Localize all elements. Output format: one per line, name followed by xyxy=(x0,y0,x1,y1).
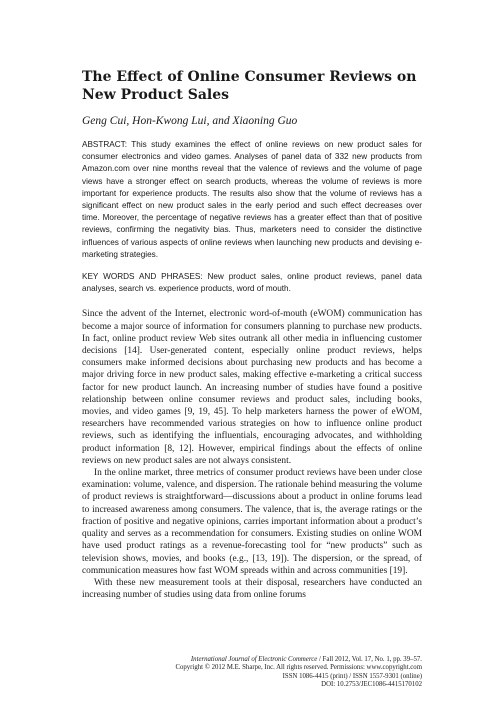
article-first-page xyxy=(82,68,422,601)
footer-copyright: Copyright © 2012 M.E. Sharpe, Inc. All rights reserved. Permissions: www.copyright.com xyxy=(175,664,422,672)
body-paragraph: In the online market, three metrics of consumer product reviews have been under close examination: volume, valence, and dispersion. The rationale behind measuring the volume of product reviews is straightforward—discussions about a product in online forums lead to increased awareness among consumers. The valence, that is, the average ratings or the fraction of positive and negative opinions, carries important information about a product’s quality and serves as a recommendation for consumers. Existing studies on online WOM have used product ratings as a revenue-forecasting tool for “new products” such as television shows, movies, and books (e.g., [13, 19]). The dispersion, or the spread, of communication measures how fast WOM spreads within and across communities [19]. xyxy=(82,468,422,576)
journal-name: International Journal of Electronic Commerce xyxy=(190,656,318,663)
footer-doi: DOI: 10.2753/JEC1086-4415170102 xyxy=(321,681,422,689)
journal-footer xyxy=(122,656,422,690)
body-paragraph: With these new measurement tools at their disposal, researchers have conducted an increasing number of studies using data from online forums xyxy=(82,577,422,601)
paper-authors: Geng Cui, Hon-Kwong Lui, and Xiaoning Guo xyxy=(82,115,298,127)
paper-keywords: KEY WORDS AND PHRASES: New product sales, online product reviews, panel data analyses, search vs. experience products, word of mouth. xyxy=(82,272,422,294)
footer-issn: ISSN 1086-4415 (print) / ISSN 1557-9301 (online) xyxy=(282,672,422,680)
journal-citation: / Fall 2012, Vol. 17, No. 1, pp. 39–57. xyxy=(317,656,422,663)
paper-body xyxy=(82,308,422,601)
paper-title: The Effect of Online Consumer Reviews on New Product Sales xyxy=(82,69,417,103)
paper-abstract: ABSTRACT: This study examines the effect of online reviews on new product sales for consumer electronics and video games. Analyses of panel data of 332 new products from Amazon.com over nine months reveal that the valence of reviews and the volume of page views have a stronger effect on search products, whereas the volume of reviews is more important for experience products. The results also show that the volume of reviews has a significant effect on new product sales in the early period and such effect decreases over time. Moreover, the percentage of negative reviews has a greater effect than that of positive reviews, confirming the negativity bias. Thus, marketers need to consider the distinctive influences of various aspects of online reviews when launching new products and devising e-marketing strategies. xyxy=(82,140,422,259)
footer-citation-line xyxy=(122,656,422,664)
body-paragraph: Since the advent of the Internet, electronic word-of-mouth (eWOM) communication has become a major source of information for consumers planning to purchase new products. In fact, online product review Web sites outrank all other media in influencing customer decisions [14]. User-generated content, especially online product reviews, helps consumers make informed decisions about purchasing new products and has become a major driving force in new product sales, making effective e-marketing a critical success factor for new product launch. An increasing number of studies have found a positive relationship between online consumer reviews and product sales, including books, movies, and video games [9, 19, 45]. To help marketers harness the power of eWOM, researchers have recommended various strategies on how to influence online product reviews, such as identifying the influentials, encouraging advocates, and withholding product information [8, 12]. However, empirical findings about the effects of online reviews on new product sales are not always consistent. xyxy=(82,309,422,466)
